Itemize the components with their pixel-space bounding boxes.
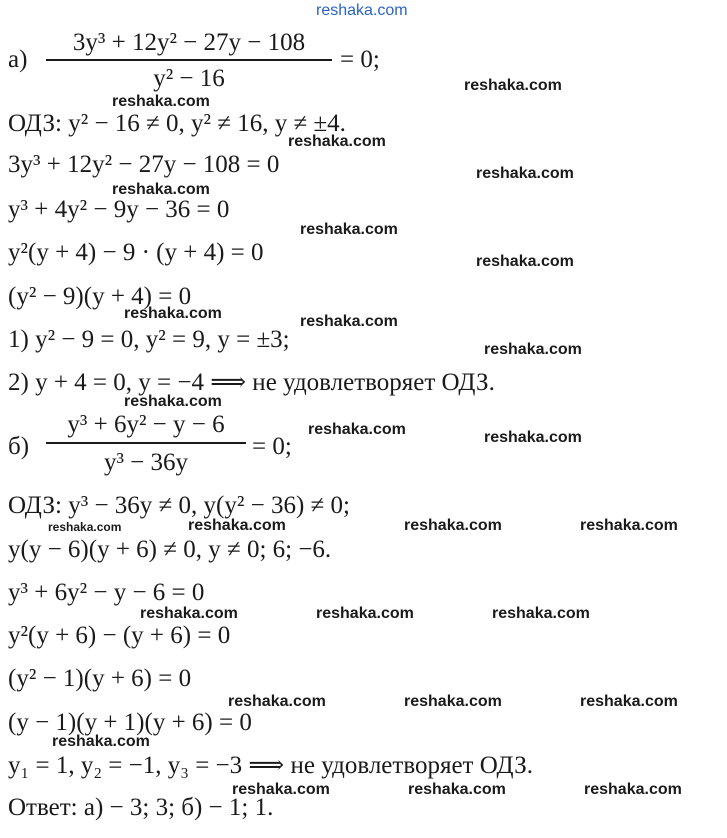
part-a-step-4: (y² − 9)(y + 4) = 0 [8, 283, 192, 310]
watermark: reshaka.com [464, 77, 562, 94]
part-b-numerator: y³ + 6y² − y − 6 [67, 411, 225, 438]
watermark: reshaka.com [288, 133, 386, 150]
part-a-odz: ОДЗ: y² − 16 ≠ 0, y² ≠ 16, y ≠ ±4. [8, 110, 346, 137]
watermark: reshaka.com [492, 605, 590, 622]
watermark: reshaka.com [580, 693, 678, 710]
watermark: reshaka.com [300, 221, 398, 238]
part-b-fraction-bar [46, 442, 246, 444]
part-a-step-5: 1) y² − 9 = 0, y² = 9, y = ±3; [8, 326, 290, 353]
part-a-step-6: 2) y + 4 = 0, y = −4 ⟹ не удовлетворяет ОДЗ. [8, 369, 495, 396]
watermark: reshaka.com [112, 93, 210, 110]
watermark: reshaka.com [48, 520, 122, 534]
watermark: reshaka.com [112, 181, 210, 198]
watermark: reshaka.com [408, 781, 506, 798]
part-a-step-3: y²(y + 4) − 9 · (y + 4) = 0 [8, 239, 264, 266]
watermark: reshaka.com [476, 253, 574, 270]
watermark: reshaka.com [124, 305, 222, 322]
part-b-step-3: y²(y + 6) − (y + 6) = 0 [8, 622, 231, 649]
watermark: reshaka.com [52, 733, 150, 750]
part-b-denominator: y³ − 36y [103, 449, 189, 476]
watermark: reshaka.com [404, 517, 502, 534]
part-b-step-5: (y − 1)(y + 1)(y + 6) = 0 [8, 709, 252, 736]
part-a-rhs: = 0; [340, 46, 380, 73]
watermark: reshaka.com [300, 313, 398, 330]
watermark: reshaka.com [140, 605, 238, 622]
watermark: reshaka.com [232, 781, 330, 798]
part-a-denominator: y² − 16 [153, 65, 225, 92]
part-a-step-1: 3y³ + 12y² − 27y − 108 = 0 [8, 151, 280, 178]
watermark: reshaka.com [484, 341, 582, 358]
part-b-label: б) [8, 433, 30, 460]
part-a-label: а) [8, 46, 28, 73]
watermark: reshaka.com [404, 693, 502, 710]
part-a-step-2: y³ + 4y² − 9y − 36 = 0 [8, 196, 230, 223]
part-a-numerator: 3y³ + 12y² − 27y − 108 [72, 29, 306, 56]
answer-line: Ответ: а) − 3; 3; б) − 1; 1. [8, 794, 274, 821]
part-b-step-2: y³ + 6y² − y − 6 = 0 [8, 579, 205, 606]
watermark: reshaka.com [476, 165, 574, 182]
watermark: reshaka.com [316, 605, 414, 622]
watermark: reshaka.com [188, 517, 286, 534]
part-b-step-1: y(y − 6)(y + 6) ≠ 0, y ≠ 0; 6; −6. [8, 536, 332, 563]
part-a-fraction-bar [46, 59, 332, 61]
header-watermark: reshaka.com [316, 2, 408, 19]
watermark: reshaka.com [484, 429, 582, 446]
watermark: reshaka.com [584, 781, 682, 798]
part-b-step-4: (y² − 1)(y + 6) = 0 [8, 665, 192, 692]
watermark: reshaka.com [308, 421, 406, 438]
watermark: reshaka.com [228, 693, 326, 710]
part-b-rhs: = 0; [252, 433, 292, 460]
part-b-step-6: y₁ = 1, y₂ = −1, y₃ = −3 ⟹ не удовлетворяет ОДЗ. [8, 752, 533, 779]
part-b-odz: ОДЗ: y³ − 36y ≠ 0, y(y² − 36) ≠ 0; [8, 492, 350, 519]
watermark: reshaka.com [124, 393, 222, 410]
watermark: reshaka.com [580, 517, 678, 534]
